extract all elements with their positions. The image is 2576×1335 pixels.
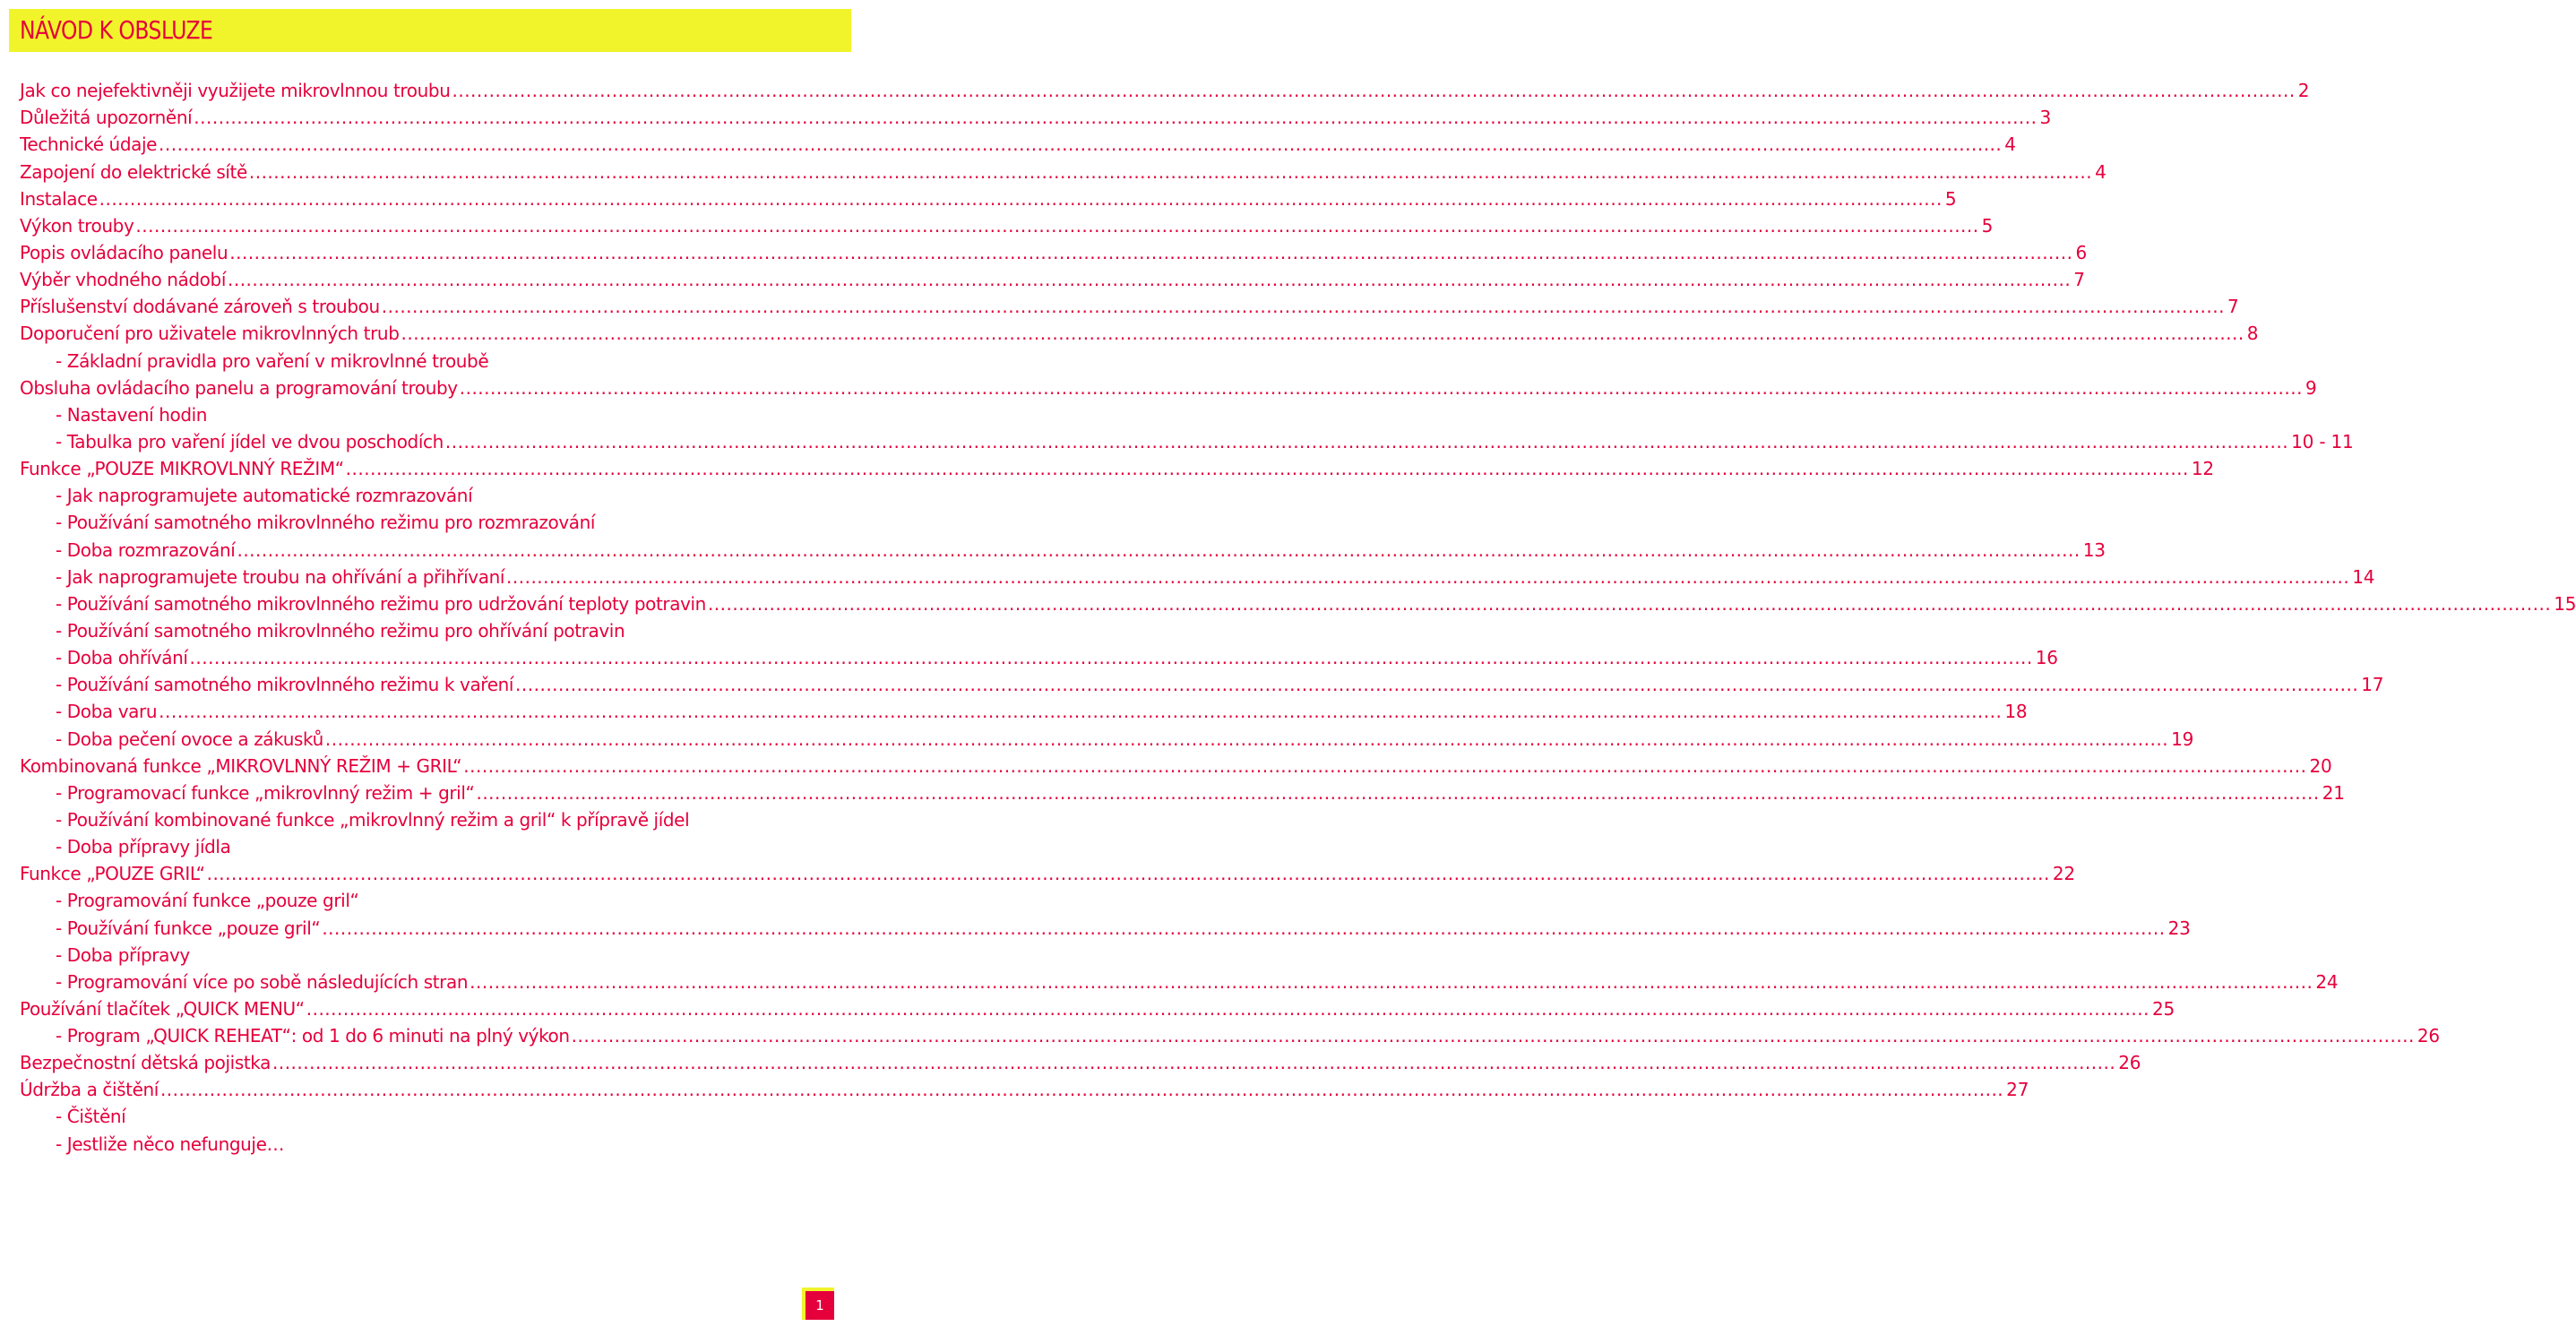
toc-entry-title: - Programování funkce „pouze gril“ — [56, 890, 359, 912]
toc-subentry — [20, 642, 2058, 669]
toc-entry-title: Kombinovaná funkce „MIKROVLNNÝ REŽIM + GRIL“ — [20, 754, 462, 777]
toc-entry-title: - Doba přípravy jídla — [56, 836, 231, 858]
toc-entry-title: - Používání funkce „pouze gril“ — [56, 917, 321, 939]
dot-leader: ............................................................................................................................................................................................................................................................................................................ — [345, 458, 2189, 480]
toc-subentry — [20, 722, 2194, 750]
header-band — [9, 9, 851, 52]
toc-subentry — [20, 668, 2384, 696]
dot-leader: ............................................................................................................................................................................................................................................................................................................ — [571, 1025, 2415, 1047]
toc-entry — [20, 263, 2085, 291]
toc-entry — [20, 857, 2075, 885]
toc-entry-title: - Nastavení hodin — [56, 403, 208, 426]
toc-entry — [20, 372, 2317, 399]
toc-entry-title: Používání tlačítek „QUICK MENU“ — [20, 997, 305, 1020]
toc-entry — [20, 155, 2106, 183]
toc-page-number: 4 — [2095, 160, 2106, 183]
dot-leader: ............................................................................................................................................................................................................................................................................................................ — [506, 565, 2350, 588]
toc-page-number: 15 — [2554, 592, 2576, 615]
toc-entry-title: Funkce „POUZE MIKROVLNNÝ REŽIM“ — [20, 458, 344, 480]
toc-page-number: 5 — [1944, 187, 1957, 210]
toc-entry-title: - Čištění — [56, 1106, 126, 1128]
toc-entry-title: Zapojení do elektrické sítě — [20, 160, 247, 183]
toc-subentry — [20, 533, 2106, 561]
toc-page-number: 7 — [2073, 269, 2085, 291]
toc-page-number: 13 — [2082, 538, 2106, 561]
toc-entry — [20, 1073, 2029, 1101]
toc-entry-title: - Základní pravidla pro vaření v mikrovlnné troubě — [56, 349, 489, 372]
toc-subentry — [20, 399, 833, 426]
toc-page-number: 7 — [2227, 296, 2239, 318]
toc-page-number: 21 — [2322, 781, 2345, 804]
page-title: NÁVOD K OBSLUZE — [20, 15, 213, 45]
toc-page-number: 26 — [2417, 1025, 2440, 1047]
toc-page-number: 26 — [2118, 1052, 2141, 1074]
toc-page-number: 9 — [2305, 376, 2317, 399]
dot-leader: ............................................................................................................................................................................................................................................................................................................ — [159, 701, 2003, 723]
toc-subentry — [20, 1100, 833, 1127]
toc-entry — [20, 1046, 2141, 1074]
toc-entry — [20, 183, 1957, 210]
toc-page-number: 24 — [2315, 970, 2339, 993]
toc-entry-title: Údržba a čištění — [20, 1079, 159, 1101]
toc-subentry — [20, 804, 833, 831]
dot-leader: ............................................................................................................................................................................................................................................................................................................ — [322, 917, 2166, 939]
toc-entry-title: Bezpečnostní dětská pojistka — [20, 1052, 271, 1074]
toc-page-number: 3 — [2039, 107, 2052, 129]
toc-entry — [20, 237, 2088, 263]
toc-entry-title: - Jak naprogramujete automatické rozmrazování — [56, 485, 473, 507]
dot-leader: ............................................................................................................................................................................................................................................................................................................ — [99, 187, 1943, 210]
toc-page-number: 5 — [1981, 214, 1994, 237]
toc-entry-title: - Používání samotného mikrovlnného režimu pro ohřívání potravin — [56, 619, 625, 642]
dot-leader: ............................................................................................................................................................................................................................................................................................................ — [271, 1052, 2116, 1074]
toc-subentry — [20, 695, 2028, 723]
toc-entry-title: Instalace — [20, 187, 98, 210]
toc-page-number: 27 — [2006, 1079, 2029, 1101]
toc-page-number: 6 — [2075, 241, 2088, 263]
dot-leader: ............................................................................................................................................................................................................................................................................................................ — [194, 107, 2038, 129]
toc-entry-title: - Používání samotného mikrovlnného režimu pro udržování teploty potravin — [56, 592, 706, 615]
toc-entry-title: - Doba ohřívání — [56, 647, 188, 669]
dot-leader: ............................................................................................................................................................................................................................................................................................................ — [206, 863, 2050, 885]
dot-leader: ............................................................................................................................................................................................................................................................................................................ — [237, 538, 2081, 561]
toc-entry — [20, 452, 2214, 480]
toc-page-number: 14 — [2352, 565, 2375, 588]
dot-leader: ............................................................................................................................................................................................................................................................................................................ — [444, 430, 2289, 452]
dot-leader: ............................................................................................................................................................................................................................................................................................................ — [707, 592, 2552, 615]
dot-leader: ............................................................................................................................................................................................................................................................................................................ — [248, 160, 2093, 183]
toc-entry-title: - Programování více po sobě následujících stran — [56, 970, 469, 993]
toc-entry-title: Technické údaje — [20, 134, 158, 156]
dot-leader: ............................................................................................................................................................................................................................................................................................................ — [159, 134, 2003, 156]
toc-entry-title: Doporučení pro uživatele mikrovlnných trub — [20, 323, 400, 345]
toc-page-number: 4 — [2004, 134, 2016, 156]
page-number-badge — [802, 1288, 834, 1320]
toc-page-number: 16 — [2035, 647, 2058, 669]
dot-leader: ............................................................................................................................................................................................................................................................................................................ — [381, 296, 2225, 318]
dot-leader: ............................................................................................................................................................................................................................................................................................................ — [470, 970, 2313, 993]
toc-page-number: 20 — [2309, 754, 2332, 777]
dot-leader: ............................................................................................................................................................................................................................................................................................................ — [306, 997, 2150, 1020]
toc-subentry — [20, 426, 2354, 452]
toc-page-number: 23 — [2167, 917, 2191, 939]
toc-page-number: 18 — [2004, 701, 2028, 723]
toc-subentry — [20, 479, 833, 506]
toc-entry-title: - Používání samotného mikrovlnného režimu k vaření — [56, 674, 514, 696]
toc-entry-title: - Jak naprogramujete troubu na ohřívání a přihřívaní — [56, 565, 505, 588]
toc-subentry — [20, 831, 833, 857]
dot-leader: ............................................................................................................................................................................................................................................................................................................ — [476, 781, 2320, 804]
dot-leader: ............................................................................................................................................................................................................................................................................................................ — [229, 241, 2073, 263]
toc-entry — [20, 750, 2332, 777]
toc-subentry — [20, 561, 2375, 588]
dot-leader: ............................................................................................................................................................................................................................................................................................................ — [227, 269, 2072, 291]
toc-entry-title: Popis ovládacího panelu — [20, 241, 228, 263]
dot-leader: ............................................................................................................................................................................................................................................................................................................ — [189, 647, 2033, 669]
toc-entry — [20, 210, 1994, 237]
toc-entry-title: - Používání kombinované funkce „mikrovlnný režim a gril“ k přípravě jídel — [56, 808, 690, 831]
toc-entry-title: - Doba pečení ovoce a zákusků — [56, 728, 323, 750]
table-of-contents — [20, 74, 2576, 1155]
dot-leader: ............................................................................................................................................................................................................................................................................................................ — [401, 323, 2244, 345]
toc-page-number: 19 — [2171, 728, 2194, 750]
dot-leader: ............................................................................................................................................................................................................................................................................................................ — [515, 674, 2359, 696]
toc-entry — [20, 101, 2052, 129]
page-number: 1 — [806, 1291, 834, 1320]
toc-entry-title: - Doba rozmrazování — [56, 538, 236, 561]
toc-entry-title: Výběr vhodného nádobí — [20, 269, 226, 291]
toc-page-number: 22 — [2052, 863, 2075, 885]
toc-subentry — [20, 939, 833, 966]
toc-entry — [20, 290, 2239, 318]
toc-entry — [20, 128, 2016, 156]
dot-leader: ............................................................................................................................................................................................................................................................................................................ — [135, 214, 1979, 237]
toc-page-number: 2 — [2297, 80, 2310, 102]
toc-entry-title: - Doba přípravy — [56, 943, 190, 966]
toc-subentry — [20, 966, 2339, 993]
toc-page-number: 17 — [2361, 674, 2384, 696]
toc-entry — [20, 317, 2259, 345]
toc-entry-title: - Doba varu — [56, 701, 158, 723]
dot-leader: ............................................................................................................................................................................................................................................................................................................ — [459, 376, 2303, 399]
toc-entry-title: - Používání samotného mikrovlnného režimu pro rozmrazování — [56, 512, 596, 534]
dot-leader: ............................................................................................................................................................................................................................................................................................................ — [452, 80, 2296, 102]
toc-entry-title: - Jestliže něco nefunguje… — [56, 1133, 285, 1155]
toc-entry-title: Obsluha ovládacího panelu a programování trouby — [20, 376, 458, 399]
toc-subentry — [20, 506, 833, 533]
toc-page-number: 10 - 11 — [2291, 430, 2354, 452]
toc-entry-title: Jak co nejefektivněji využijete mikrovlnnou troubu — [20, 80, 451, 102]
dot-leader: ............................................................................................................................................................................................................................................................................................................ — [324, 728, 2169, 750]
toc-subentry — [20, 911, 2191, 939]
toc-entry-title: - Programovací funkce „mikrovlnný režim + gril“ — [56, 781, 475, 804]
toc-subentry — [20, 1020, 2440, 1047]
toc-entry-title: - Tabulka pro vaření jídel ve dvou poschodích — [56, 430, 444, 452]
toc-entry — [20, 993, 2175, 1020]
toc-entry — [20, 74, 2310, 102]
toc-entry-title: - Program „QUICK REHEAT“: od 1 do 6 minuti na plný výkon — [56, 1025, 570, 1047]
toc-entry-title: Funkce „POUZE GRIL“ — [20, 863, 205, 885]
toc-entry-title: Výkon trouby — [20, 214, 134, 237]
toc-page-number: 8 — [2246, 323, 2259, 345]
toc-page-number: 25 — [2151, 997, 2175, 1020]
toc-subentry — [20, 344, 833, 371]
dot-leader: ............................................................................................................................................................................................................................................................................................................ — [463, 754, 2307, 777]
dot-leader: ............................................................................................................................................................................................................................................................................................................ — [159, 1079, 2004, 1101]
toc-subentry — [20, 615, 833, 642]
toc-subentry — [20, 777, 2345, 804]
toc-subentry — [20, 1127, 833, 1154]
toc-page-number: 12 — [2191, 458, 2214, 480]
toc-subentry — [20, 884, 833, 911]
toc-entry-title: Příslušenství dodávané zároveň s troubou — [20, 296, 380, 318]
toc-entry-title: Důležitá upozornění — [20, 107, 193, 129]
toc-subentry — [20, 588, 2576, 615]
